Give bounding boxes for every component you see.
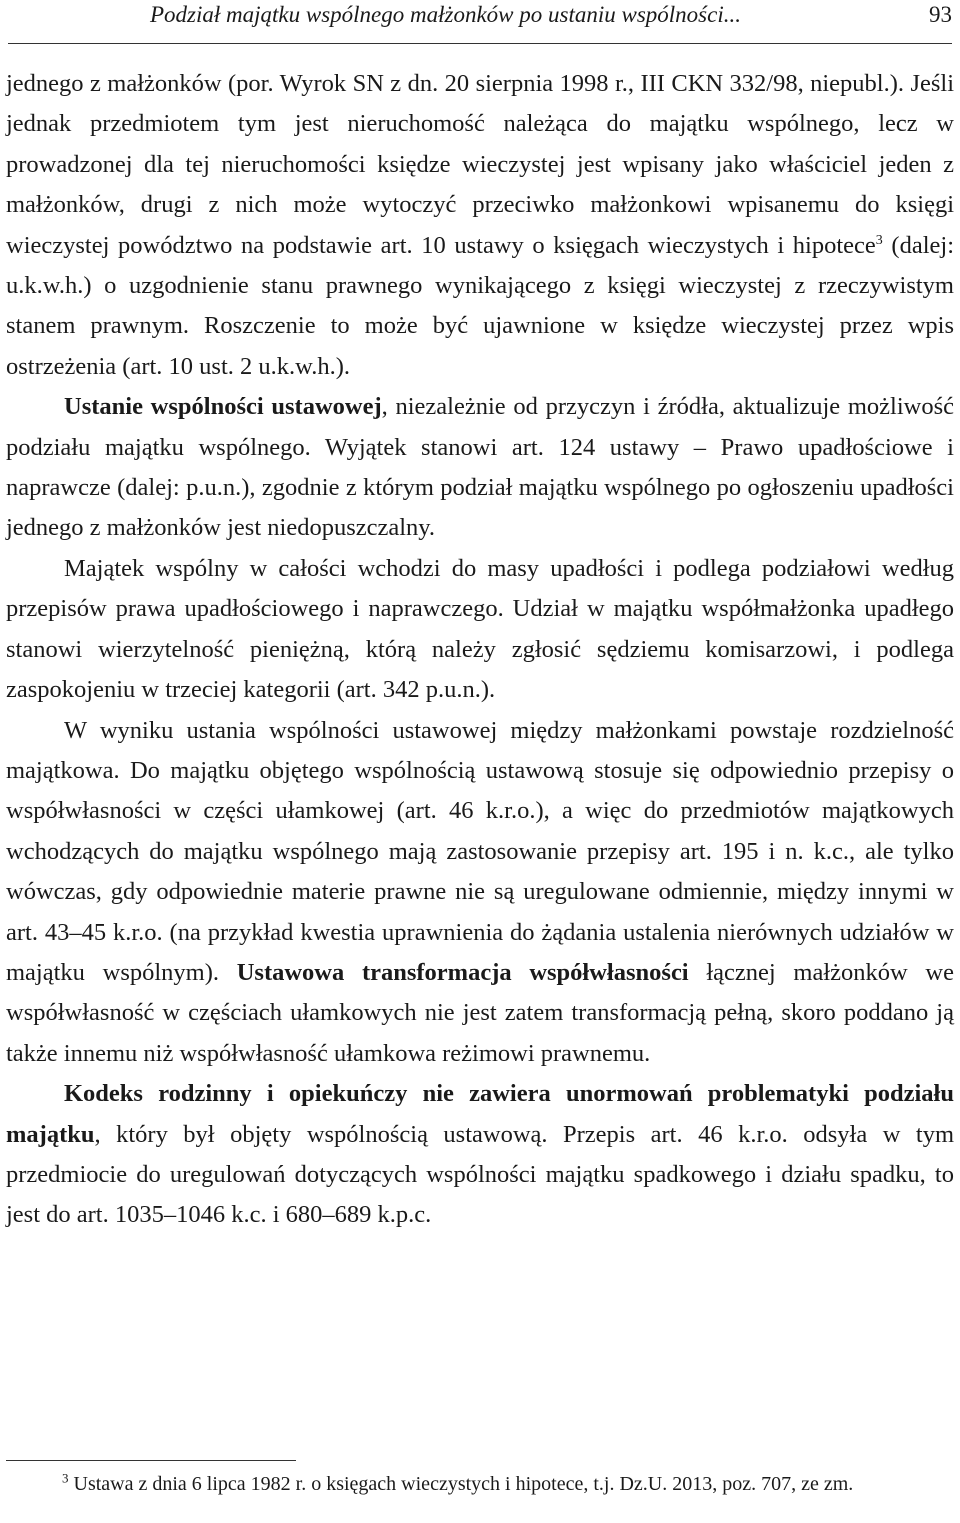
paragraph-1 <box>6 64 954 387</box>
footnote <box>6 1470 954 1498</box>
paragraph-4-text-b: łącznej małżonków we współwłasność w częściach ułamkowych nie jest zatem transformacją pełną, skoro poddano ją także innemu niż współwłasność ułamkowa reżimowi prawnemu. <box>6 958 954 1067</box>
paragraph-2-text: , niezależnie od przyczyn i źródła, aktualizuje możliwość podziału majątku wspólnego. Wyjątek stanowi art. 124 ustawy – Prawo upadłościowe i naprawcze (dalej: p.u.n.), zgodnie z którym podział majątku wspólnego po ogłoszeniu upadłości jednego z małżonków jest niedopuszczalny. <box>6 393 954 542</box>
page-number: 93 <box>929 2 952 27</box>
running-header <box>8 0 952 34</box>
paragraph-1-text-a: jednego z małżonków (por. Wyrok SN z dn. 20 sierpnia 1998 r., III CKN 332/98, niepubl.). Jeśli jednak przedmiotem tym jest nieruchomość należąca do majątku wspólnego, lecz w prowadzonej dla tej nieruchomości księdze wieczystej jest wpisany jako właściciel jeden z małżonków, drugi z nich może wytoczyć przeciwko małżonkowi wpisanemu do księgi wieczystej powództwo na podstawie art. 10 ustawy o księgach wieczystych i hipotece <box>6 70 954 259</box>
body-text <box>6 64 954 1236</box>
footnote-reference[interactable]: 3 <box>875 232 883 248</box>
paragraph-4 <box>6 711 954 1075</box>
paragraph-2-bold-phrase: Ustanie wspólności ustawowej <box>64 393 382 421</box>
paragraph-5-text: , który był objęty wspólnością ustawową. Przepis art. 46 k.r.o. odsyła w tym przedmiocie do uregulowań dotyczących wspólności majątku spadkowego i działu spadku, to jest do art. 1035–1046 k.c. i 680–689 k.p.c. <box>6 1120 954 1229</box>
paragraph-3 <box>6 549 954 711</box>
running-header-title: Podział majątku wspólnego małżonków po ustaniu wspólności... <box>150 2 741 27</box>
paragraph-2 <box>6 387 954 549</box>
paragraph-1-text-b: (dalej: u.k.w.h.) o uzgodnienie stanu prawnego wynikającego z księgi wieczystej z rzeczywistym stanem prawnym. Roszczenie to może być ujawnione w księdze wieczystej przez wpis ostrzeżenia (art. 10 ust. 2 u.k.w.h.). <box>6 231 955 380</box>
paragraph-3-text: Majątek wspólny w całości wchodzi do masy upadłości i podlega podziałowi według przepisów prawa upadłościowego i naprawczego. Udział w majątku współmałżonka upadłego stanowi wierzytelność pieniężną, którą należy zgłosić sędziemu komisarzowi, i podlega zaspokojeniu w trzeciej kategorii (art. 342 p.u.n.). <box>6 554 954 704</box>
paragraph-4-bold-phrase: Ustawowa transformacja współwłasności <box>236 958 689 986</box>
paragraph-4-text-a: W wyniku ustania wspólności ustawowej między małżonkami powstaje rozdzielność majątkowa. Do majątku objętego wspólnością ustawową stosuje się odpowiednio przepisy o współwłasności w części ułamkowej (art. 46 k.r.o.), a więc do przedmiotów majątkowych wchodzących do majątku wspólnego mają zastosowanie przepisy art. 195 i n. k.c., ale tylko wówczas, gdy odpowiednie materie prawne nie są uregulowane odmiennie, między innymi w art. 43–45 k.r.o. (na przykład kwestia uprawnienia do żądania ustalenia nierównych udziałów w majątku wspólnym). <box>6 716 954 986</box>
header-rule <box>8 43 952 44</box>
paragraph-5-bold-phrase: Kodeks rodzinny i opiekuńczy nie zawiera unormowań problematyki podziału majątku <box>6 1080 954 1148</box>
paragraph-5 <box>6 1074 954 1236</box>
footnote-separator <box>6 1460 296 1461</box>
footnote-number: 3 <box>62 1470 69 1486</box>
footnote-text: Ustawa z dnia 6 lipca 1982 r. o księgach wieczystych i hipotece, t.j. Dz.U. 2013, poz. 707, ze zm. <box>68 1473 854 1495</box>
